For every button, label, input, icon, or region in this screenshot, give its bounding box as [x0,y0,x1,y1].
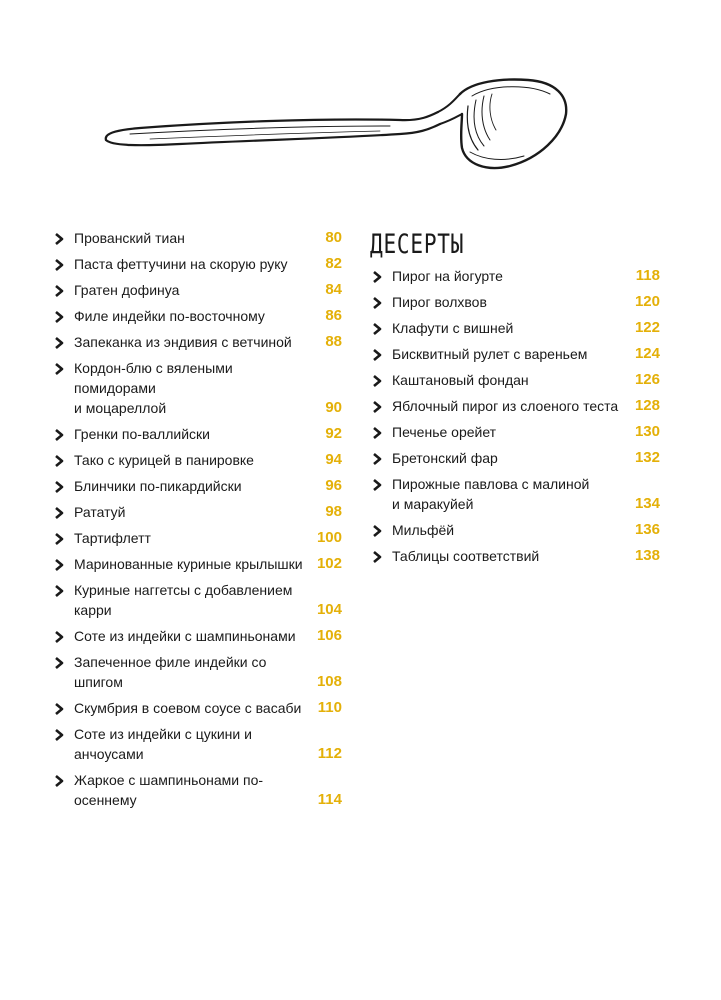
toc-entry-title: Паста феттучини на скорую руку [74,256,288,272]
toc-entry-page: 82 [325,255,342,272]
chevron-right-icon [54,480,65,494]
toc-entry-page: 130 [634,423,660,440]
toc-entry-title: Жаркое с шампиньонами по-осеннему [74,772,264,808]
toc-entry-title: Кордон-блю с вялеными помидорами и моцареллой [74,360,233,416]
toc-entry-page: 108 [316,673,342,690]
chevron-right-icon [372,550,383,564]
toc-entry-page: 136 [634,521,660,538]
toc-entry-title: Соте из индейки с шампиньонами [74,628,296,644]
toc-entry-title: Соте из индейки с цукини и анчоусами [74,726,252,762]
toc-column-left [52,226,342,814]
toc-entry[interactable] [370,368,660,394]
chevron-right-icon [54,284,65,298]
toc-entry-title: Скумбрия в соевом соусе с васаби [74,700,302,716]
toc-entry[interactable] [370,544,660,570]
toc-entry-title: Яблочный пирог из слоеного теста [392,398,619,414]
toc-entry-page: 80 [325,229,342,246]
toc-entry[interactable] [52,356,342,422]
toc-entry-page: 106 [316,627,342,644]
toc-entry[interactable] [52,526,342,552]
chevron-right-icon [372,296,383,310]
chevron-right-icon [372,478,383,492]
toc-entry[interactable] [370,342,660,368]
toc-entry[interactable] [52,330,342,356]
chevron-right-icon [54,454,65,468]
chevron-right-icon [54,310,65,324]
chevron-right-icon [54,336,65,350]
toc-entry[interactable] [370,264,660,290]
toc-entry-page: 118 [635,267,660,284]
chevron-right-icon [54,584,65,598]
toc-column-desserts [370,226,660,570]
chevron-right-icon [54,258,65,272]
toc-entry-title: Запеченное филе индейки со шпигом [74,654,267,690]
toc-entry[interactable] [52,650,342,696]
chevron-right-icon [372,374,383,388]
chevron-right-icon [54,656,65,670]
toc-list-main [52,226,342,814]
toc-entry-title: Печенье орейет [392,424,497,440]
toc-entry[interactable] [52,278,342,304]
toc-entry-title: Мильфёй [392,522,455,538]
toc-entry[interactable] [52,696,342,722]
chevron-right-icon [54,630,65,644]
toc-entry-title: Каштановый фондан [392,372,529,388]
toc-list-desserts [370,264,660,570]
toc-entry-title: Гратен дофинуа [74,282,180,298]
toc-entry-title: Пирог волхвов [392,294,487,310]
toc-entry[interactable] [370,446,660,472]
toc-entry-page: 128 [634,397,660,414]
toc-entry-page: 124 [634,345,660,362]
toc-entry[interactable] [370,420,660,446]
toc-entry-page: 86 [325,307,342,324]
toc-entry[interactable] [370,518,660,544]
chevron-right-icon [54,362,65,376]
toc-entry-page: 84 [325,281,342,298]
toc-entry[interactable] [52,722,342,768]
toc-entry[interactable] [52,624,342,650]
toc-entry[interactable] [52,448,342,474]
toc-entry-title: Бисквитный рулет с вареньем [392,346,588,362]
toc-entry-page: 100 [316,529,342,546]
section-title-desserts: ДЕСЕРТЫ [370,229,465,260]
toc-entry[interactable] [52,578,342,624]
toc-entry-title: Запеканка из эндивия с ветчиной [74,334,292,350]
chevron-right-icon [372,400,383,414]
chevron-right-icon [54,506,65,520]
toc-entry-page: 120 [634,293,660,310]
chevron-right-icon [372,322,383,336]
toc-entry[interactable] [370,394,660,420]
chevron-right-icon [372,524,383,538]
toc-entry-title: Маринованные куриные крылышки [74,556,303,572]
toc-entry-page: 98 [325,503,342,520]
toc-entry-title: Клафути с вишней [392,320,514,336]
chevron-right-icon [54,774,65,788]
toc-entry-page: 138 [634,547,660,564]
toc-entry-title: Филе индейки по-восточному [74,308,265,324]
toc-entry-page: 96 [325,477,342,494]
toc-entry[interactable] [52,304,342,330]
toc-entry-title: Куриные наггетсы с добавлением карри [74,582,293,618]
toc-entry-page: 94 [325,451,342,468]
toc-entry-page: 110 [317,699,342,716]
chevron-right-icon [54,558,65,572]
toc-entry-page: 92 [325,425,342,442]
toc-entry[interactable] [52,768,342,814]
toc-entry[interactable] [52,552,342,578]
toc-entry-title: Тартифлетт [74,530,151,546]
toc-entry-title: Прованский тиан [74,230,185,246]
toc-entry-title: Рататуй [74,504,126,520]
chevron-right-icon [372,426,383,440]
toc-entry-title: Тако с курицей в панировке [74,452,254,468]
toc-entry-title: Пирог на йогурте [392,268,503,284]
toc-entry-title: Бретонский фар [392,450,498,466]
chevron-right-icon [54,428,65,442]
toc-entry[interactable] [370,472,660,518]
toc-entry-page: 112 [317,745,342,762]
toc-entry[interactable] [52,474,342,500]
chevron-right-icon [54,702,65,716]
toc-entry-page: 122 [634,319,660,336]
toc-entry[interactable] [52,500,342,526]
toc-entry-page: 90 [325,399,342,416]
chevron-right-icon [372,270,383,284]
toc-entry-page: 88 [325,333,342,350]
toc-entry-page: 114 [317,791,342,808]
toc-entry[interactable] [52,226,342,252]
chevron-right-icon [54,232,65,246]
toc-entry-page: 102 [316,555,342,572]
toc-entry[interactable] [370,316,660,342]
toc-entry-page: 104 [316,601,342,618]
toc-entry[interactable] [52,422,342,448]
chevron-right-icon [372,348,383,362]
toc-entry-page: 134 [634,495,660,512]
chevron-right-icon [372,452,383,466]
chevron-right-icon [54,728,65,742]
chevron-right-icon [54,532,65,546]
toc-entry-title: Таблицы соответствий [392,548,540,564]
toc-entry[interactable] [370,290,660,316]
toc-entry[interactable] [52,252,342,278]
toc-entry-title: Блинчики по-пикардийски [74,478,242,494]
toc-entry-title: Пирожные павлова с малиной и маракуйей [392,476,590,512]
toc-entry-title: Гренки по-валлийски [74,426,210,442]
spoon-icon [100,76,570,180]
toc-entry-page: 132 [634,449,660,466]
toc-entry-page: 126 [634,371,660,388]
